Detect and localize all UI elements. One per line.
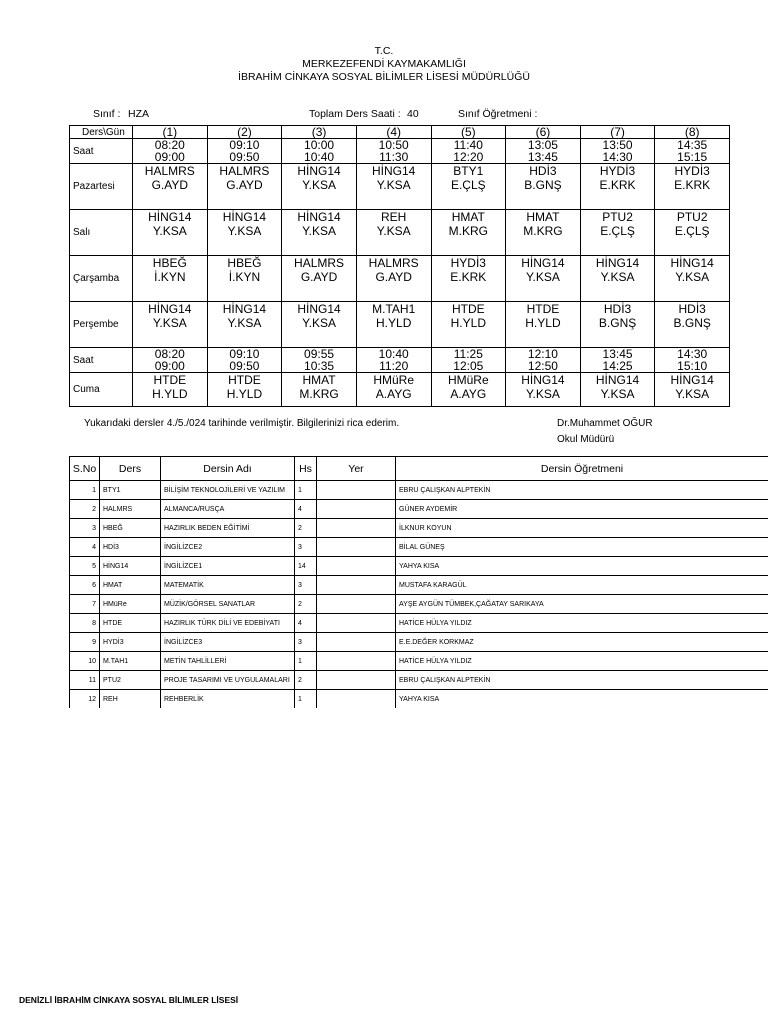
lesson-cell-line1: HALMRS <box>144 164 195 178</box>
lesson-cell-line2: M.KRG <box>299 387 339 401</box>
timetable-friday-time-row <box>70 348 730 373</box>
lesson-cell <box>356 302 431 348</box>
course-room <box>317 576 396 595</box>
time-cell-line2: 11:30 <box>379 150 409 164</box>
lesson-cell-line2: H.YLD <box>450 316 486 330</box>
lesson-cell-line2: E.KRK <box>674 178 711 192</box>
lesson-cell-line2: H.YLD <box>376 316 412 330</box>
lesson-cell <box>506 302 581 348</box>
course-code: HİNG14 <box>100 557 161 576</box>
lesson-cell <box>133 302 208 348</box>
course-room <box>317 538 396 557</box>
friday-time-cell <box>133 348 208 373</box>
course-row <box>70 557 768 576</box>
course-list-table <box>69 456 768 708</box>
lesson-cell-line1: M.TAH1 <box>372 302 416 316</box>
col-header-name: Dersin Adı <box>161 457 295 481</box>
lesson-cell <box>506 164 581 210</box>
course-name: İNGİLİZCE3 <box>161 633 295 652</box>
period-header: (4) <box>356 126 431 139</box>
friday-time-cell-line1: 09:55 <box>304 347 335 361</box>
lesson-cell-line2: B.GNŞ <box>673 316 711 330</box>
course-hours: 1 <box>295 481 317 500</box>
lesson-cell-line1: HİNG14 <box>521 373 565 387</box>
course-code: REH <box>100 690 161 709</box>
course-room <box>317 481 396 500</box>
friday-time-cell-line1: 10:40 <box>378 347 409 361</box>
course-list-header-row <box>70 457 768 481</box>
footer-school-name: DENİZLİ İBRAHİM CİNKAYA SOSYAL BİLİMLER LİSESİ <box>19 995 239 1005</box>
lesson-cell-line1: HMAT <box>302 373 336 387</box>
lesson-cell <box>356 210 431 256</box>
lesson-cell-line2: Y.KSA <box>227 224 262 238</box>
lesson-cell-line1: HTDE <box>153 373 187 387</box>
day-row <box>70 164 730 210</box>
lesson-cell-line1: PTU2 <box>602 210 633 224</box>
lesson-cell-line1: HMAT <box>526 210 560 224</box>
lesson-cell-line2: Y.KSA <box>526 270 560 284</box>
lesson-cell-line2: G.AYD <box>226 178 263 192</box>
period-header: (5) <box>431 126 506 139</box>
lesson-cell-line2: B.GNŞ <box>524 178 562 192</box>
time-cell <box>431 139 506 164</box>
lesson-cell-line2: A.AYG <box>450 387 487 401</box>
lesson-cell-line1: HALMRS <box>219 164 270 178</box>
lesson-cell-line1: HYDİ3 <box>674 164 710 178</box>
day-label: Cuma <box>70 373 133 407</box>
lesson-cell-line2: G.AYD <box>151 178 189 192</box>
course-sno: 7 <box>70 595 100 614</box>
time-cell-line1: 13:50 <box>602 138 633 152</box>
course-hours: 1 <box>295 652 317 671</box>
course-code: HYDİ3 <box>100 633 161 652</box>
lesson-cell-line2: E.KRK <box>450 270 487 284</box>
lesson-cell-line2: Y.KSA <box>675 387 710 401</box>
time-cell-line1: 09:10 <box>229 138 260 152</box>
day-label: Salı <box>70 210 133 256</box>
course-row <box>70 633 768 652</box>
friday-time-cell <box>655 348 730 373</box>
lesson-cell <box>207 302 282 348</box>
course-code: PTU2 <box>100 671 161 690</box>
lesson-cell <box>580 373 655 407</box>
lesson-cell <box>133 256 208 302</box>
lesson-cell-line2: Y.KSA <box>600 387 635 401</box>
day-label: Pazartesi <box>70 164 133 210</box>
principal-title: Okul Müdürü <box>557 434 615 445</box>
lesson-cell-line2: İ.KYN <box>228 270 261 284</box>
lesson-cell-line2: Y.KSA <box>600 270 635 284</box>
lesson-cell <box>133 210 208 256</box>
course-teacher: HATİCE HÜLYA YILDIZ <box>396 652 768 671</box>
course-sno: 10 <box>70 652 100 671</box>
lesson-cell-line1: PTU2 <box>676 210 708 224</box>
lesson-cell-line1: HTDE <box>451 302 485 316</box>
course-room <box>317 671 396 690</box>
col-header-sno: S.No <box>70 457 100 481</box>
friday-time-cell-line1: 08:20 <box>154 347 185 361</box>
lesson-cell <box>655 164 730 210</box>
lesson-cell <box>282 164 357 210</box>
lesson-cell-line1: HİNG14 <box>595 256 640 270</box>
timetable-time-row <box>70 139 730 164</box>
lesson-cell-line2: M.KRG <box>448 224 488 238</box>
course-code: M.TAH1 <box>100 652 161 671</box>
time-cell-line2: 13:45 <box>527 150 558 164</box>
day-row <box>70 210 730 256</box>
course-teacher: YAHYA KISA <box>396 557 768 576</box>
course-sno: 3 <box>70 519 100 538</box>
lesson-cell-line1: HDİ3 <box>529 164 557 178</box>
course-teacher: EBRU ÇALIŞKAN ALPTEKİN <box>396 671 768 690</box>
lesson-cell-line1: HTDE <box>526 302 560 316</box>
friday-time-cell-line2: 15:10 <box>677 359 708 373</box>
course-sno: 1 <box>70 481 100 500</box>
lesson-cell <box>506 256 581 302</box>
day-row-friday <box>70 373 730 407</box>
lesson-cell <box>431 164 506 210</box>
lesson-cell-line2: Y.KSA <box>152 224 187 238</box>
course-sno: 12 <box>70 690 100 709</box>
friday-time-cell <box>282 348 357 373</box>
course-room <box>317 652 396 671</box>
course-teacher: AYŞE AYGÜN TÜMBEK,ÇAĞATAY SARIKAYA <box>396 595 768 614</box>
time-cell-line1: 13:05 <box>527 138 558 152</box>
friday-time-cell <box>356 348 431 373</box>
course-sno: 9 <box>70 633 100 652</box>
course-hours: 2 <box>295 595 317 614</box>
lesson-cell-line2: E.ÇLŞ <box>450 178 486 192</box>
lesson-cell <box>580 210 655 256</box>
friday-time-cell-line1: 13:45 <box>602 347 633 361</box>
course-code: HMAT <box>100 576 161 595</box>
lesson-cell <box>207 164 282 210</box>
course-sno: 2 <box>70 500 100 519</box>
lesson-cell-line2: H.YLD <box>226 387 263 401</box>
lesson-cell <box>356 373 431 407</box>
friday-time-cell-line2: 12:05 <box>453 359 484 373</box>
course-row <box>70 595 768 614</box>
day-row <box>70 302 730 348</box>
lesson-cell-line2: A.AYG <box>375 387 412 401</box>
course-code: HDİ3 <box>100 538 161 557</box>
friday-time-cell-line1: 14:30 <box>677 347 708 361</box>
day-label: Perşembe <box>70 302 133 348</box>
lesson-cell <box>655 373 730 407</box>
lesson-cell <box>356 164 431 210</box>
col-header-teacher: Dersin Öğretmeni <box>396 457 768 481</box>
lesson-cell-line1: HİNG14 <box>222 302 267 316</box>
friday-time-cell-line2: 14:25 <box>602 359 633 373</box>
lesson-cell <box>207 210 282 256</box>
course-name: METİN TAHLİLLERİ <box>161 652 295 671</box>
lesson-cell <box>431 302 506 348</box>
lesson-cell-line1: HALMRS <box>368 256 419 270</box>
class-teacher-label: Sınıf Öğretmeni : <box>458 108 538 120</box>
lesson-cell-line2: Y.KSA <box>675 270 710 284</box>
course-room <box>317 595 396 614</box>
lesson-cell-line1: HMüRe <box>447 373 489 387</box>
course-row <box>70 671 768 690</box>
period-header: (1) <box>133 126 208 139</box>
lesson-cell-line1: HMAT <box>451 210 485 224</box>
course-room <box>317 500 396 519</box>
lesson-cell-line2: Y.KSA <box>526 387 560 401</box>
lesson-cell <box>431 256 506 302</box>
course-row <box>70 500 768 519</box>
course-name: BİLİŞİM TEKNOLOJİLERİ VE YAZILIM <box>161 481 295 500</box>
lesson-cell-line2: E.KRK <box>599 178 636 192</box>
course-row <box>70 538 768 557</box>
time-row-label: Saat <box>70 139 133 164</box>
course-teacher: MUSTAFA KARAGÜL <box>396 576 768 595</box>
lesson-cell-line2: Y.KSA <box>152 316 187 330</box>
lesson-cell-line1: HİNG14 <box>148 210 192 224</box>
lesson-cell <box>580 302 655 348</box>
lesson-cell-line1: BTY1 <box>453 164 484 178</box>
friday-time-cell <box>431 348 506 373</box>
timetable-header-row <box>70 126 730 139</box>
course-row <box>70 519 768 538</box>
course-code: HMüRe <box>100 595 161 614</box>
lesson-cell <box>655 256 730 302</box>
lesson-cell <box>655 210 730 256</box>
course-hours: 3 <box>295 633 317 652</box>
time-cell <box>356 139 431 164</box>
course-teacher: İLKNUR KOYUN <box>396 519 768 538</box>
time-cell <box>580 139 655 164</box>
lesson-cell <box>580 164 655 210</box>
course-sno: 11 <box>70 671 100 690</box>
header-line-tc: T.C. <box>374 45 394 57</box>
course-teacher: YAHYA KISA <box>396 690 768 709</box>
course-code: HBEĞ <box>100 519 161 538</box>
lesson-cell-line2: Y.KSA <box>302 178 336 192</box>
time-cell-line1: 14:35 <box>677 138 708 152</box>
lesson-cell-line2: Y.KSA <box>376 224 411 238</box>
time-cell <box>282 139 357 164</box>
friday-time-cell <box>207 348 282 373</box>
class-label: Sınıf : <box>93 108 121 120</box>
note-text: Yukarıdaki dersler 4./5./024 tarihinde verilmiştir. Bilgilerinizi rica ederim. <box>84 418 400 429</box>
day-row <box>70 256 730 302</box>
lesson-cell <box>282 210 357 256</box>
lesson-cell-line1: REH <box>381 210 407 224</box>
lesson-cell-line1: HİNG14 <box>148 302 192 316</box>
lesson-cell <box>506 373 581 407</box>
time-cell-line1: 11:40 <box>453 138 483 152</box>
course-row <box>70 690 768 709</box>
period-header: (8) <box>655 126 730 139</box>
lesson-cell <box>431 210 506 256</box>
lesson-cell-line2: E.ÇLŞ <box>600 224 635 238</box>
course-row <box>70 576 768 595</box>
friday-time-cell <box>506 348 581 373</box>
course-name: MÜZİK/GÖRSEL SANATLAR <box>161 595 295 614</box>
timetable-corner-cell: Ders\Gün <box>70 126 133 139</box>
lesson-cell-line2: Y.KSA <box>302 316 336 330</box>
lesson-cell-line1: HYDİ3 <box>599 164 636 178</box>
time-cell <box>207 139 282 164</box>
time-cell-line1: 10:00 <box>304 138 335 152</box>
course-teacher: BİLAL GÜNEŞ <box>396 538 768 557</box>
lesson-cell-line2: G.AYD <box>300 270 338 284</box>
lesson-cell-line1: HBEĞ <box>227 256 262 270</box>
lesson-cell-line1: HİNG14 <box>297 302 341 316</box>
lesson-cell <box>207 256 282 302</box>
course-name: HAZIRLIK BEDEN EĞİTİMİ <box>161 519 295 538</box>
lesson-cell-line2: Y.KSA <box>376 178 411 192</box>
period-header: (2) <box>207 126 282 139</box>
course-room <box>317 519 396 538</box>
time-cell-line1: 08:20 <box>154 138 185 152</box>
total-hours-label: Toplam Ders Saati : <box>309 108 401 120</box>
col-header-room: Yer <box>317 457 396 481</box>
lesson-cell-line2: E.ÇLŞ <box>674 224 710 238</box>
lesson-cell-line1: HALMRS <box>294 256 345 270</box>
lesson-cell <box>580 256 655 302</box>
lesson-cell <box>282 256 357 302</box>
lesson-cell-line1: HİNG14 <box>521 256 565 270</box>
course-hours: 4 <box>295 500 317 519</box>
course-teacher: HATİCE HÜLYA YILDIZ <box>396 614 768 633</box>
class-value: HZA <box>128 108 149 120</box>
lesson-cell <box>655 302 730 348</box>
lesson-cell-line2: İ.KYN <box>154 270 186 284</box>
course-sno: 5 <box>70 557 100 576</box>
lesson-cell-line2: Y.KSA <box>227 316 262 330</box>
course-row <box>70 652 768 671</box>
lesson-cell <box>133 373 208 407</box>
lesson-cell-line1: HMüRe <box>373 373 415 387</box>
time-cell-line2: 15:15 <box>677 150 708 164</box>
course-sno: 8 <box>70 614 100 633</box>
friday-time-cell-line1: 12:10 <box>527 347 558 361</box>
friday-time-cell-line2: 09:50 <box>229 359 260 373</box>
course-name: HAZIRLIK TÜRK DİLİ VE EDEBİYATI <box>161 614 295 633</box>
course-hours: 14 <box>295 557 317 576</box>
lesson-cell-line1: HİNG14 <box>297 164 341 178</box>
time-cell-line1: 10:50 <box>378 138 409 152</box>
principal-name: Dr.Muhammet OĞUR <box>557 418 653 429</box>
course-name: İNGİLİZCE2 <box>161 538 295 557</box>
time-cell-line2: 12:20 <box>453 150 484 164</box>
friday-time-cell-line1: 09:10 <box>229 347 260 361</box>
friday-time-row-label: Saat <box>70 348 133 373</box>
col-header-code: Ders <box>100 457 161 481</box>
course-hours: 3 <box>295 538 317 557</box>
course-teacher: E.E.DEĞER KORKMAZ <box>396 633 768 652</box>
friday-time-cell-line2: 11:20 <box>379 359 409 373</box>
course-name: REHBERLİK <box>161 690 295 709</box>
course-name: PROJE TASARIMI VE UYGULAMALARI <box>161 671 295 690</box>
friday-time-cell-line2: 09:00 <box>154 359 185 373</box>
lesson-cell <box>133 164 208 210</box>
lesson-cell-line2: H.YLD <box>525 316 561 330</box>
lesson-cell-line2: G.AYD <box>375 270 412 284</box>
friday-time-cell-line1: 11:25 <box>453 347 483 361</box>
course-room <box>317 690 396 709</box>
lesson-cell <box>431 373 506 407</box>
friday-time-cell-line2: 12:50 <box>527 359 558 373</box>
lesson-cell-line1: HDİ3 <box>603 302 632 316</box>
lesson-cell-line2: B.GNŞ <box>598 316 637 330</box>
lesson-cell-line1: HİNG14 <box>670 373 714 387</box>
period-header: (6) <box>506 126 581 139</box>
course-code: BTY1 <box>100 481 161 500</box>
time-cell-line2: 09:00 <box>154 150 185 164</box>
friday-time-cell-line2: 10:35 <box>304 359 335 373</box>
lesson-cell <box>356 256 431 302</box>
course-code: HALMRS <box>100 500 161 519</box>
course-room <box>317 633 396 652</box>
lesson-cell-line1: HİNG14 <box>372 164 416 178</box>
col-header-hours: Hs <box>295 457 317 481</box>
lesson-cell-line2: M.KRG <box>523 224 563 238</box>
friday-time-cell <box>580 348 655 373</box>
total-hours-value: 40 <box>407 108 419 120</box>
course-code: HTDE <box>100 614 161 633</box>
course-room <box>317 557 396 576</box>
lesson-cell-line1: HBEĞ <box>152 256 187 270</box>
lesson-cell-line1: HTDE <box>228 373 261 387</box>
course-room <box>317 614 396 633</box>
course-name: İNGİLİZCE1 <box>161 557 295 576</box>
time-cell-line2: 09:50 <box>229 150 260 164</box>
course-row <box>70 481 768 500</box>
course-name: MATEMATİK <box>161 576 295 595</box>
time-cell-line2: 14:30 <box>602 150 633 164</box>
lesson-cell-line1: HİNG14 <box>297 210 341 224</box>
lesson-cell-line2: Y.KSA <box>302 224 336 238</box>
time-cell <box>506 139 581 164</box>
lesson-cell-line1: HDİ3 <box>678 302 706 316</box>
course-hours: 1 <box>295 690 317 709</box>
header-line-school: İBRAHİM CİNKAYA SOSYAL BİLİMLER LİSESİ MÜDÜRLÜĞÜ <box>238 71 530 83</box>
course-sno: 6 <box>70 576 100 595</box>
lesson-cell-line2: H.YLD <box>152 387 188 401</box>
time-cell <box>133 139 208 164</box>
time-cell-line2: 10:40 <box>304 150 335 164</box>
period-header: (7) <box>580 126 655 139</box>
period-header: (3) <box>282 126 357 139</box>
timetable <box>69 125 730 407</box>
lesson-cell-line1: HİNG14 <box>595 373 640 387</box>
lesson-cell <box>506 210 581 256</box>
course-hours: 4 <box>295 614 317 633</box>
course-hours: 3 <box>295 576 317 595</box>
course-teacher: EBRU ÇALIŞKAN ALPTEKİN <box>396 481 768 500</box>
course-row <box>70 614 768 633</box>
lesson-cell-line1: HİNG14 <box>670 256 714 270</box>
lesson-cell-line1: HİNG14 <box>222 210 267 224</box>
lesson-cell <box>282 373 357 407</box>
lesson-cell <box>282 302 357 348</box>
course-hours: 2 <box>295 519 317 538</box>
course-name: ALMANCA/RUSÇA <box>161 500 295 519</box>
lesson-cell-line1: HYDİ3 <box>450 256 486 270</box>
lesson-cell <box>207 373 282 407</box>
header-line-office: MERKEZEFENDİ KAYMAKAMLIĞI <box>302 58 466 70</box>
time-cell <box>655 139 730 164</box>
course-hours: 2 <box>295 671 317 690</box>
course-teacher: GÜNER AYDEMİR <box>396 500 768 519</box>
day-label: Çarşamba <box>70 256 133 302</box>
course-sno: 4 <box>70 538 100 557</box>
